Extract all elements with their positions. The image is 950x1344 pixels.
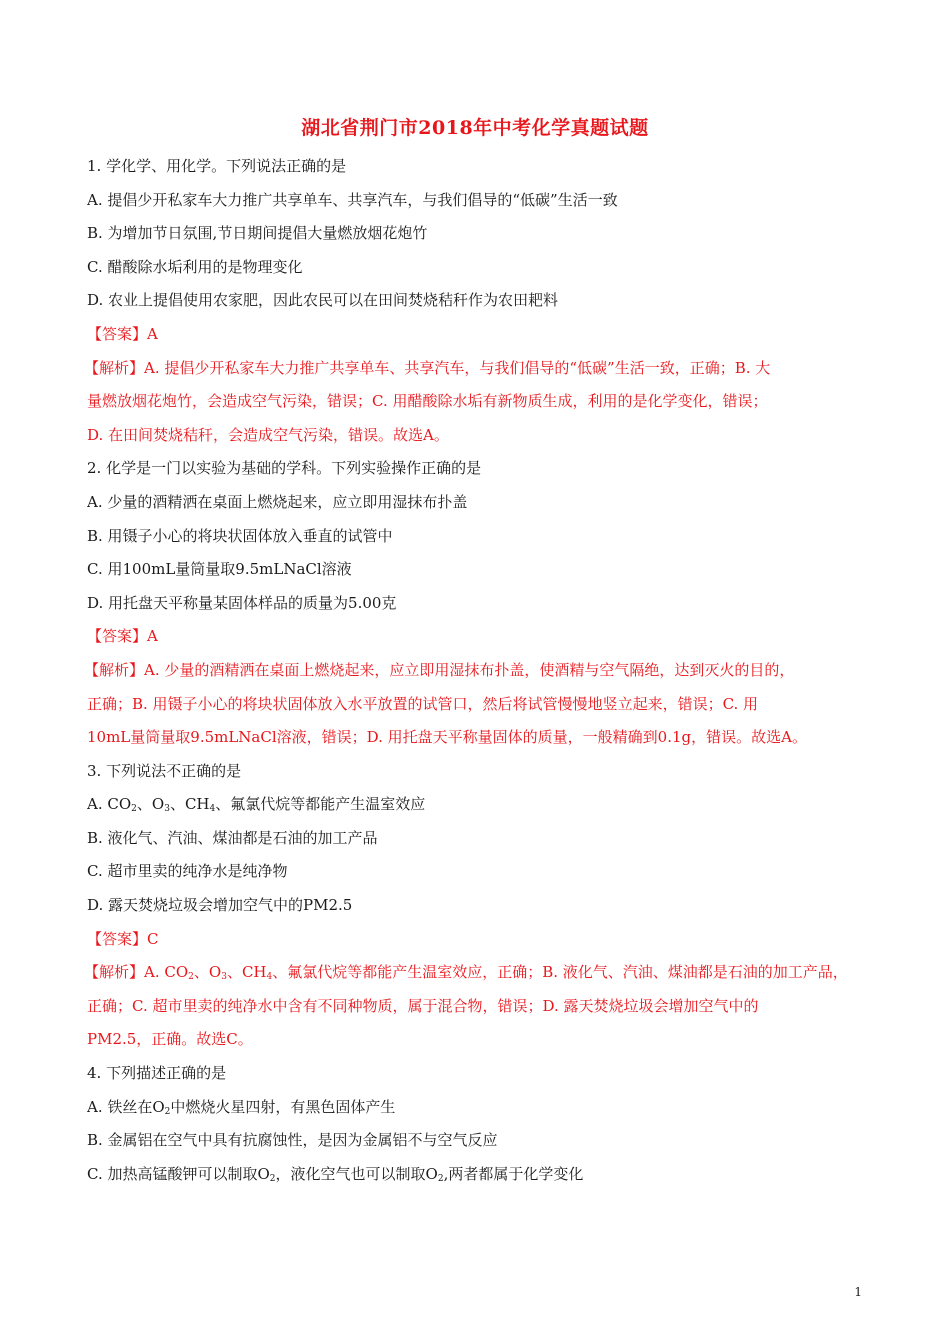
question-3-option-c: C. 超市里卖的纯净水是纯净物: [87, 862, 288, 881]
subscript: 2: [164, 1106, 171, 1117]
question-3-analysis-line-1: [84, 956, 877, 990]
question-2-option-d: D. 用托盘天平称量某固体样品的质量为5.00克: [87, 593, 397, 612]
document-title: 湖北省荆门市2018年中考化学真题试题: [301, 117, 649, 139]
subscript: 2: [437, 1173, 444, 1184]
subscript: 3: [221, 972, 227, 983]
question-3-stem: 3. 下列说法不正确的是: [87, 761, 242, 780]
question-2-stem: 2. 化学是一门以实验为基础的学科。下列实验操作正确的是: [87, 459, 482, 478]
option-a-text-part: A. CO: [87, 795, 132, 814]
question-1-analysis-line-1: 【解析】A. 提倡少开私家车大力推广共享单车、共享汽车，与我们倡导的“低碳”生活一致，正确；B. 大: [84, 358, 771, 377]
option-a-text-part: 、O: [136, 795, 165, 814]
question-1-answer: 【答案】A: [87, 324, 158, 343]
question-1-analysis-line-2: 量燃放烟花炮竹，会造成空气污染，错误；C. 用醋酸除水垢有新物质生成，利用的是化学变化，错误；: [87, 392, 768, 411]
question-3-analysis-line-3: PM2.5，正确。故选C。: [87, 1030, 253, 1049]
question-2-option-b: B. 用镊子小心的将块状固体放入垂直的试管中: [87, 526, 393, 545]
question-3-option-a: [87, 788, 877, 822]
question-1-stem: 1. 学化学、用化学。下列说法正确的是: [87, 157, 347, 175]
option-a-text-part: 中燃烧火星四射，有黑色固体产生: [170, 1097, 396, 1116]
question-1-option-a: A. 提倡少开私家车大力推广共享单车、共享汽车，与我们倡导的“低碳”生活一致: [87, 190, 618, 209]
subscript: 4: [266, 972, 273, 983]
option-c-text-part: ,两者都属于化学变化: [443, 1164, 584, 1183]
question-2-option-a: A. 少量的酒精洒在桌面上燃烧起来，应立即用湿抹布扑盖: [87, 492, 468, 511]
question-1-analysis-line-3: D. 在田间焚烧秸秆，会造成空气污染，错误。故选A。: [87, 425, 449, 444]
option-c-text-part: ，液化空气也可以制取O: [275, 1164, 438, 1183]
option-a-text-part: 、氟氯代烷等都能产生温室效应: [215, 795, 426, 814]
question-2-analysis-line-2: 正确；B. 用镊子小心的将块状固体放入水平放置的试管口，然后将试管慢慢地竖立起来，错误；C. 用: [87, 694, 759, 713]
question-1-option-d: D. 农业上提倡使用农家肥，因此农民可以在田间焚烧秸秆作为农田耙料: [87, 291, 559, 310]
option-c-text-part: C. 加热高锰酸钾可以制取O: [87, 1164, 270, 1183]
document-body: [84, 150, 877, 1191]
subscript: 2: [188, 972, 194, 983]
question-4-option-b: B. 金属铝在空气中具有抗腐蚀性，是因为金属铝不与空气反应: [87, 1131, 498, 1150]
analysis-text-part: 、CH: [226, 963, 267, 982]
question-1-option-c: C. 醋酸除水垢利用的是物理变化: [87, 257, 303, 276]
question-3-analysis-line-2: 正确；C. 超市里卖的纯净水中含有不同种物质，属于混合物，错误；D. 露天焚烧垃圾会增加空气中的: [87, 996, 759, 1015]
subscript: 2: [269, 1173, 276, 1184]
question-2-answer: 【答案】A: [87, 627, 158, 646]
page-number: 1: [854, 1285, 862, 1299]
question-3-answer: 【答案】C: [87, 929, 159, 948]
question-3-option-b: B. 液化气、汽油、煤油都是石油的加工产品: [87, 828, 378, 847]
option-a-text-part: A. 铁丝在O: [87, 1097, 165, 1116]
question-2-option-c: C. 用100mL量筒量取9.5mLNaCl溶液: [87, 560, 352, 579]
subscript: 4: [209, 804, 216, 815]
option-a-text-part: 、CH: [169, 795, 210, 814]
analysis-text-part: 【解析】A. CO: [84, 963, 189, 982]
question-3-option-d: D. 露天焚烧垃圾会增加空气中的PM2.5: [87, 896, 353, 915]
question-2-analysis-line-1: 【解析】A. 少量的酒精洒在桌面上燃烧起来，应立即用湿抹布扑盖，使酒精与空气隔绝，达到灭火的目的，: [84, 660, 795, 679]
question-4-option-a: [87, 1091, 877, 1125]
question-4-option-c: [87, 1158, 877, 1192]
analysis-text-part: 、氟氯代烷等都能产生温室效应，正确；B. 液化气、汽油、煤油都是石油的加工产品，: [272, 963, 848, 982]
subscript: 2: [131, 804, 137, 815]
question-4-stem: 4. 下列描述正确的是: [87, 1064, 227, 1083]
question-2-analysis-line-3: 10mL量筒量取9.5mLNaCl溶液，错误；D. 用托盘天平称量固体的质量，一般精确到0.1g，错误。故选A。: [87, 728, 807, 747]
analysis-text-part: 、O: [193, 963, 222, 982]
question-1-option-b: B. 为增加节日氛围,节日期间提倡大量燃放烟花炮竹: [87, 224, 428, 243]
subscript: 3: [164, 804, 170, 815]
